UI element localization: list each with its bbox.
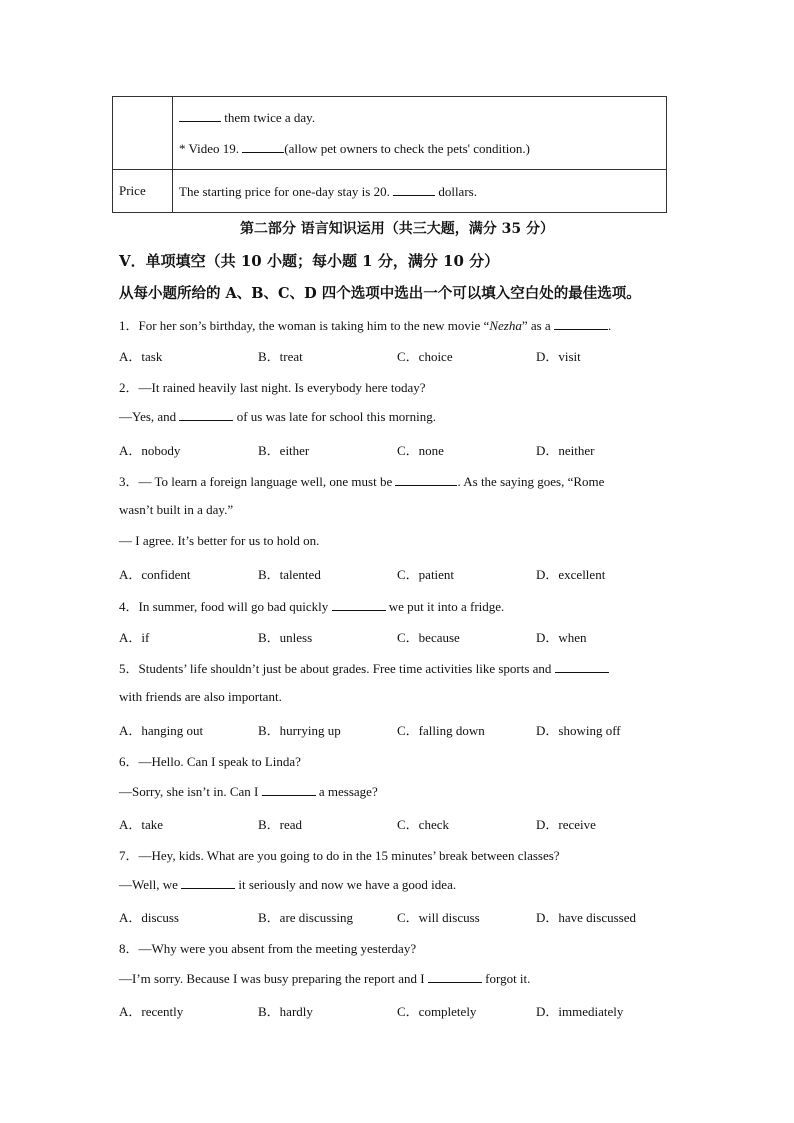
- table-cell-content: [173, 170, 667, 213]
- question-text: we put it into a fridge.: [385, 599, 505, 614]
- cell-line: [179, 102, 660, 133]
- option-a[interactable]: A．nobody: [119, 443, 181, 458]
- table-row: [113, 170, 667, 213]
- question-8: 8．—Why were you absent from the meeting yesterday?: [119, 941, 417, 956]
- option-b[interactable]: B．unless: [258, 630, 313, 645]
- movie-title: Nezha: [489, 318, 522, 333]
- option-d[interactable]: D．when: [536, 630, 587, 645]
- table-cell-label: Price: [113, 170, 173, 213]
- answer-blank[interactable]: [393, 183, 435, 196]
- question-text: —Well, we: [119, 877, 182, 892]
- question-text: 1．For her son’s birthday, the woman is taking him to the new movie “: [119, 318, 490, 333]
- question-7: 7．—Hey, kids. What are you going to do in the 15 minutes’ break between classes?: [119, 848, 560, 863]
- table-cell-content: [173, 97, 667, 170]
- question-1: [119, 315, 611, 334]
- cell-text: (allow pet owners to check the pets' condition.): [284, 141, 530, 156]
- service-table: [112, 96, 667, 213]
- question-text: of us was late for school this morning.: [233, 409, 436, 424]
- option-c[interactable]: C．falling down: [397, 723, 485, 738]
- option-d[interactable]: D．neither: [536, 443, 595, 458]
- cell-text: dollars.: [435, 183, 477, 199]
- question-text: 3．— To learn a foreign language well, one must be: [119, 474, 396, 489]
- option-a[interactable]: A．task: [119, 349, 163, 364]
- cell-text: * Video 19.: [179, 141, 243, 156]
- question-5: [119, 658, 609, 677]
- instruction-text: 从每小题所给的 A、B、C、D 四个选项中选出一个可以填入空白处的最佳选项。: [119, 285, 641, 302]
- question-3: [119, 471, 604, 490]
- answer-blank[interactable]: [179, 408, 233, 421]
- part-title: 第二部分 语言知识运用（共三大题，满分 35 分）: [239, 221, 555, 237]
- option-c[interactable]: C．because: [397, 630, 460, 645]
- question-text: 4．In summer, food will go bad quickly: [119, 599, 332, 614]
- question-2-line: [119, 408, 436, 425]
- question-text: —Yes, and: [119, 409, 180, 424]
- question-2: 2．—It rained heavily last night. Is everybody here today?: [119, 380, 426, 395]
- question-6: 6．—Hello. Can I speak to Linda?: [119, 754, 301, 769]
- option-c[interactable]: C．check: [397, 817, 449, 832]
- question-text: . As the saying goes, “Rome: [457, 474, 605, 489]
- option-d[interactable]: D．excellent: [536, 567, 606, 582]
- option-a[interactable]: A．confident: [119, 567, 191, 582]
- option-c[interactable]: C．will discuss: [397, 910, 480, 925]
- option-c[interactable]: C．patient: [397, 567, 455, 582]
- answer-blank[interactable]: [428, 970, 482, 983]
- option-b[interactable]: B．read: [258, 817, 303, 832]
- question-text: a message?: [315, 784, 378, 799]
- option-d[interactable]: D．receive: [536, 817, 596, 832]
- question-text: .: [607, 318, 612, 333]
- answer-blank[interactable]: [332, 598, 386, 611]
- option-a[interactable]: A．recently: [119, 1004, 184, 1019]
- answer-blank[interactable]: [554, 317, 608, 330]
- answer-blank[interactable]: [179, 109, 221, 122]
- option-b[interactable]: B．hardly: [258, 1004, 313, 1019]
- option-a[interactable]: A．hanging out: [119, 723, 204, 738]
- answer-blank[interactable]: [242, 140, 284, 153]
- answer-blank[interactable]: [181, 876, 235, 889]
- option-b[interactable]: B．talented: [258, 567, 321, 582]
- question-text: it seriously and now we have a good idea.: [235, 877, 457, 892]
- question-4: [119, 596, 504, 615]
- option-a[interactable]: A．take: [119, 817, 164, 832]
- option-d[interactable]: D．immediately: [536, 1004, 624, 1019]
- answer-blank[interactable]: [395, 473, 457, 486]
- option-d[interactable]: D．visit: [536, 349, 581, 364]
- answer-blank[interactable]: [555, 660, 609, 673]
- question-6-line: [119, 783, 378, 800]
- section-title: Ⅴ．单项填空（共 10 小题；每小题 1 分，满分 10 分）: [119, 252, 500, 270]
- question-text: forgot it.: [481, 971, 531, 986]
- question-5-line: with friends are also important.: [119, 689, 282, 704]
- answer-blank[interactable]: [262, 783, 316, 796]
- option-b[interactable]: B．hurrying up: [258, 723, 341, 738]
- option-c[interactable]: C．choice: [397, 349, 453, 364]
- question-3-line: — I agree. It’s better for us to hold on.: [119, 533, 320, 548]
- question-text: —I’m sorry. Because I was busy preparing the report and I: [119, 971, 428, 986]
- option-b[interactable]: B．either: [258, 443, 310, 458]
- option-d[interactable]: D．showing off: [536, 723, 621, 738]
- option-a[interactable]: A．discuss: [119, 910, 179, 925]
- table-row: [113, 97, 667, 170]
- cell-line: [179, 133, 660, 164]
- question-7-line: [119, 876, 456, 893]
- option-b[interactable]: B．treat: [258, 349, 303, 364]
- question-8-line: [119, 970, 530, 987]
- question-text: —Sorry, she isn’t in. Can I: [119, 784, 262, 799]
- question-3-line: wasn’t built in a day.”: [119, 502, 234, 517]
- cell-text: them twice a day.: [221, 110, 316, 125]
- option-d[interactable]: D．have discussed: [536, 910, 637, 925]
- question-text: ” as a: [521, 318, 554, 333]
- question-text: 5．Students’ life shouldn’t just be about grades. Free time activities like sports and: [119, 661, 555, 676]
- option-b[interactable]: B．are discussing: [258, 910, 353, 925]
- table-cell-label: [113, 97, 173, 170]
- option-c[interactable]: C．completely: [397, 1004, 477, 1019]
- option-a[interactable]: A．if: [119, 630, 150, 645]
- option-c[interactable]: C．none: [397, 443, 444, 458]
- cell-text: The starting price for one-day stay is 20.: [179, 183, 394, 199]
